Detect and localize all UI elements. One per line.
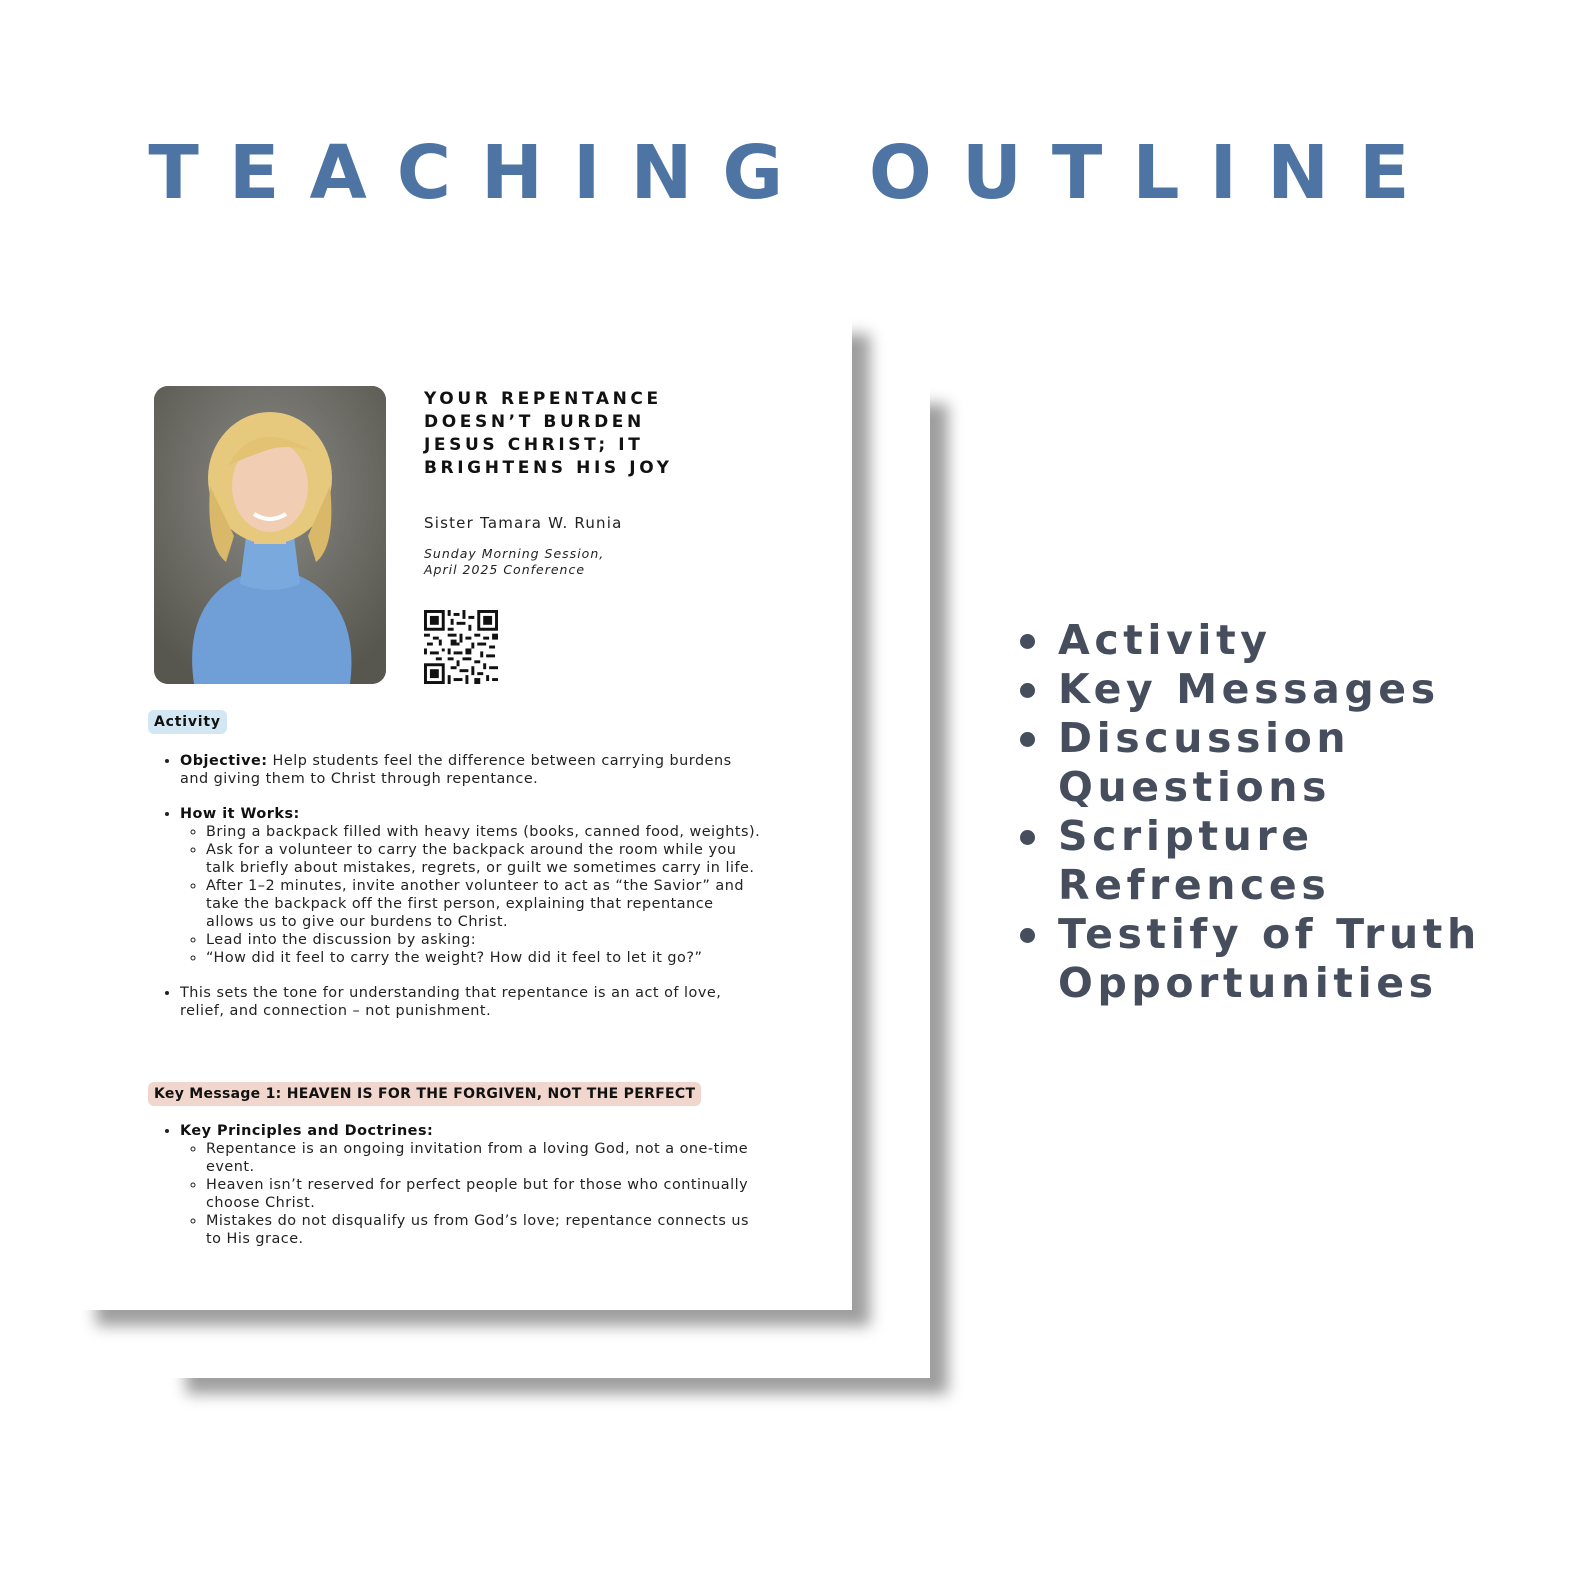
tone-item: • This sets the tone for understanding that repentance is an act of love, relief, and connection – not punishment. [180, 984, 762, 1020]
objective-label: Objective: [180, 753, 268, 769]
page-title: TEACHING OUTLINE [148, 130, 1440, 216]
how-it-works-label: How it Works: [180, 806, 300, 822]
feature-label: Testify of Truth Opportunities [1058, 910, 1481, 1007]
speaker-portrait [154, 386, 386, 684]
key-message-section [162, 1122, 762, 1248]
session-info [424, 546, 604, 578]
bullet-icon [1020, 634, 1035, 649]
feature-item [1016, 665, 1518, 714]
bullet-icon [1020, 683, 1035, 698]
feature-item [1016, 812, 1518, 910]
principles-label: Key Principles and Doctrines: [180, 1123, 434, 1139]
feature-label: Key Messages [1058, 665, 1440, 713]
how-step: ◦ Ask for a volunteer to carry the backpack around the room while you talk briefly about mistakes, regrets, or guilt we sometimes carry in life. [206, 841, 762, 877]
activity-section [162, 752, 762, 1020]
objective-text: Help students feel the difference between carrying burdens and giving them to Christ through repentance. [180, 753, 732, 787]
principle: ◦ Heaven isn’t reserved for perfect people but for those who continually choose Christ. [206, 1176, 762, 1212]
bullet-icon [1020, 732, 1035, 747]
conference-line: April 2025 Conference [424, 562, 586, 577]
feature-item [1016, 714, 1518, 812]
how-step: ◦ After 1–2 minutes, invite another volunteer to act as “the Savior” and take the backpack off the first person, explaining that repentance allows us to give our burdens to Christ. [206, 877, 762, 931]
feature-label: Scripture Refrences [1058, 812, 1331, 909]
feature-label: Activity [1058, 616, 1272, 664]
objective-item [180, 752, 762, 788]
bullet-icon [1020, 928, 1035, 943]
features-list [1016, 616, 1518, 1008]
principles-item [180, 1122, 762, 1248]
how-step: ◦ Bring a backpack filled with heavy items (books, canned food, weights). [206, 823, 762, 841]
feature-label: Discussion Questions [1058, 714, 1351, 811]
feature-item [1016, 616, 1518, 665]
front-page [78, 318, 852, 1310]
principle: ◦ Repentance is an ongoing invitation from a loving God, not a one-time event. [206, 1140, 762, 1176]
bullet-icon [1020, 830, 1035, 845]
qr-code[interactable] [424, 610, 498, 684]
how-step: ◦ Lead into the discussion by asking: [206, 931, 762, 949]
talk-title: YOUR REPENTANCE DOESN’T BURDEN JESUS CHRIST; IT BRIGHTENS HIS JOY [424, 389, 673, 478]
principle: ◦ Mistakes do not disqualify us from God’s love; repentance connects us to His grace. [206, 1212, 762, 1248]
key-message-tag: Key Message 1: HEAVEN IS FOR THE FORGIVEN, NOT THE PERFECT [148, 1082, 701, 1106]
how-it-works-item [180, 805, 762, 967]
how-step: ◦ “How did it feel to carry the weight? How did it feel to let it go?” [206, 949, 762, 967]
activity-tag: Activity [148, 710, 227, 734]
session-line: Sunday Morning Session, [424, 546, 605, 561]
speaker-name: Sister Tamara W. Runia [424, 514, 623, 532]
feature-item [1016, 910, 1518, 1008]
